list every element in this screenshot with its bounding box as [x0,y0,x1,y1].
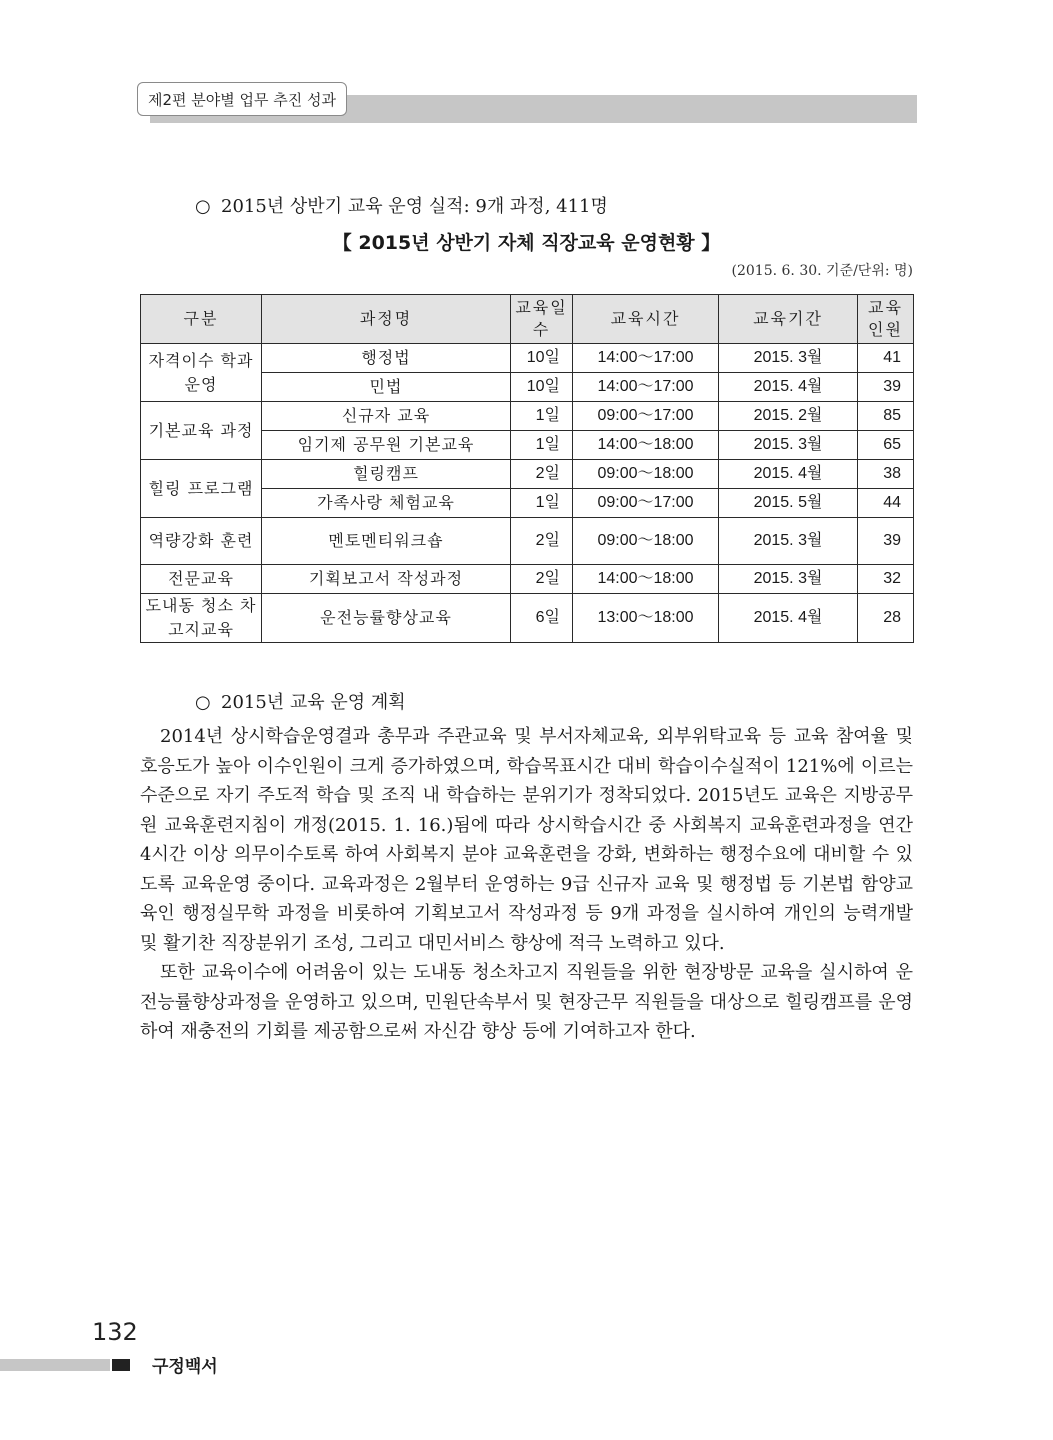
category-cell: 자격이수 학과 운영 [141,344,262,402]
table-row [141,344,914,373]
time-cell: 09:00～18:00 [573,518,719,565]
count-cell: 39 [858,518,914,565]
table-note: (2015. 6. 30. 기준/단위: 명) [731,263,913,279]
days-cell: 2일 [511,518,573,565]
table-title: 【 2015년 상반기 자체 직장교육 운영현황 】 [332,232,721,254]
period-cell: 2015. 2월 [719,402,858,431]
course-name: 행정법 [262,344,511,373]
period-cell: 2015. 5월 [719,489,858,518]
days-cell: 1일 [511,431,573,460]
count-cell: 65 [858,431,914,460]
time-cell: 14:00～18:00 [573,565,719,594]
table-row [141,594,914,643]
time-cell: 09:00～18:00 [573,460,719,489]
days-cell: 2일 [511,460,573,489]
header-category: 구분 [141,295,262,344]
period-cell: 2015. 3월 [719,565,858,594]
category-cell: 기본교육 과정 [141,402,262,460]
footer-gray-bar [0,1359,110,1371]
period-cell: 2015. 4월 [719,460,858,489]
period-cell: 2015. 4월 [719,594,858,643]
days-cell: 1일 [511,489,573,518]
table-header-row [141,295,914,344]
footer-square-mark [112,1359,130,1371]
time-cell: 14:00～18:00 [573,431,719,460]
circle-bullet-icon: ○ [195,692,211,713]
header-period: 교육기간 [719,295,858,344]
course-name: 기획보고서 작성과정 [262,565,511,594]
summary-text: 2015년 상반기 교육 운영 실적: 9개 과정, 411명 [221,196,608,217]
time-cell: 14:00～17:00 [573,344,719,373]
count-cell: 38 [858,460,914,489]
header-count: 교육인원 [858,295,914,344]
course-name: 가족사랑 체험교육 [262,489,511,518]
days-cell: 10일 [511,373,573,402]
page-number: 132 [92,1318,138,1346]
section-tab [137,82,347,116]
count-cell: 85 [858,402,914,431]
circle-bullet-icon: ○ [195,196,211,217]
days-cell: 10일 [511,344,573,373]
period-cell: 2015. 3월 [719,344,858,373]
course-name: 신규자 교육 [262,402,511,431]
body-paragraph: 2014년 상시학습운영결과 총무과 주관교육 및 부서자체교육, 외부위탁교육 등 교육 참여율 및 호응도가 높아 이수인원이 크게 증가하였으며, 학습목표시간 대비 학습이수실적이 121%에 이르는 수준으로 자기 주도적 학습 및 조직 내 학습하는 분위기가 정착되었다. 2015년도 교육은 지방공무원 교육훈련지침이 개정(2015. 1. 16.)됨에 따라 상시학습시간 중 사회복지 교육훈련과정을 연간 4시간 이상 의무이수토록 하여 사회복지 분야 교육훈련을 강화, 변화하는 행정수요에 대비할 수 있도록 교육운영 중이다. 교육과정은 2월부터 운영하는 9급 신규자 교육 및 행정법 등 기본법 함양교육인 행정실무학 과정을 비롯하여 기획보고서 작성과정 등 9개 과정을 실시하여 개인의 능력개발 및 활기찬 직장분위기 조성, 그리고 대민서비스 향상에 적극 노력하고 있다. [140,726,913,954]
count-cell: 41 [858,344,914,373]
count-cell: 44 [858,489,914,518]
period-cell: 2015. 3월 [719,518,858,565]
time-cell: 09:00～17:00 [573,402,719,431]
category-cell: 역량강화 훈련 [141,518,262,565]
category-cell: 도내동 청소 차고지교육 [141,594,262,643]
header-time: 교육시간 [573,295,719,344]
table-row [141,518,914,565]
table-row [141,565,914,594]
book-title: 구정백서 [152,1357,218,1377]
education-table [140,294,914,643]
summary-line [195,192,608,218]
category-cell: 힐링 프로그램 [141,460,262,518]
table-row [141,402,914,431]
days-cell: 1일 [511,402,573,431]
count-cell: 28 [858,594,914,643]
time-cell: 14:00～17:00 [573,373,719,402]
header-course: 과정명 [262,295,511,344]
category-cell: 전문교육 [141,565,262,594]
body-paragraph: 또한 교육이수에 어려움이 있는 도내동 청소차고지 직원들을 위한 현장방문 교육을 실시하여 운전능률향상과정을 운영하고 있으며, 민원단속부서 및 현장근무 직원들을 대상으로 힐링캠프를 운영하여 재충전의 기회를 제공함으로써 자신감 향상 등에 기여하고자 한다. [140,962,913,1042]
plan-heading-line [195,688,406,714]
course-name: 임기제 공무원 기본교육 [262,431,511,460]
period-cell: 2015. 3월 [719,431,858,460]
time-cell: 09:00～17:00 [573,489,719,518]
days-cell: 6일 [511,594,573,643]
section-title: 제2편 분야별 업무 추진 성과 [148,90,337,109]
days-cell: 2일 [511,565,573,594]
plan-heading: 2015년 교육 운영 계획 [221,692,406,713]
course-name: 운전능률향상교육 [262,594,511,643]
period-cell: 2015. 4월 [719,373,858,402]
header-days: 교육일수 [511,295,573,344]
time-cell: 13:00～18:00 [573,594,719,643]
course-name: 힐링캠프 [262,460,511,489]
course-name: 민법 [262,373,511,402]
count-cell: 39 [858,373,914,402]
plan-body [140,722,913,1047]
table-row [141,460,914,489]
course-name: 멘토멘티워크숍 [262,518,511,565]
count-cell: 32 [858,565,914,594]
